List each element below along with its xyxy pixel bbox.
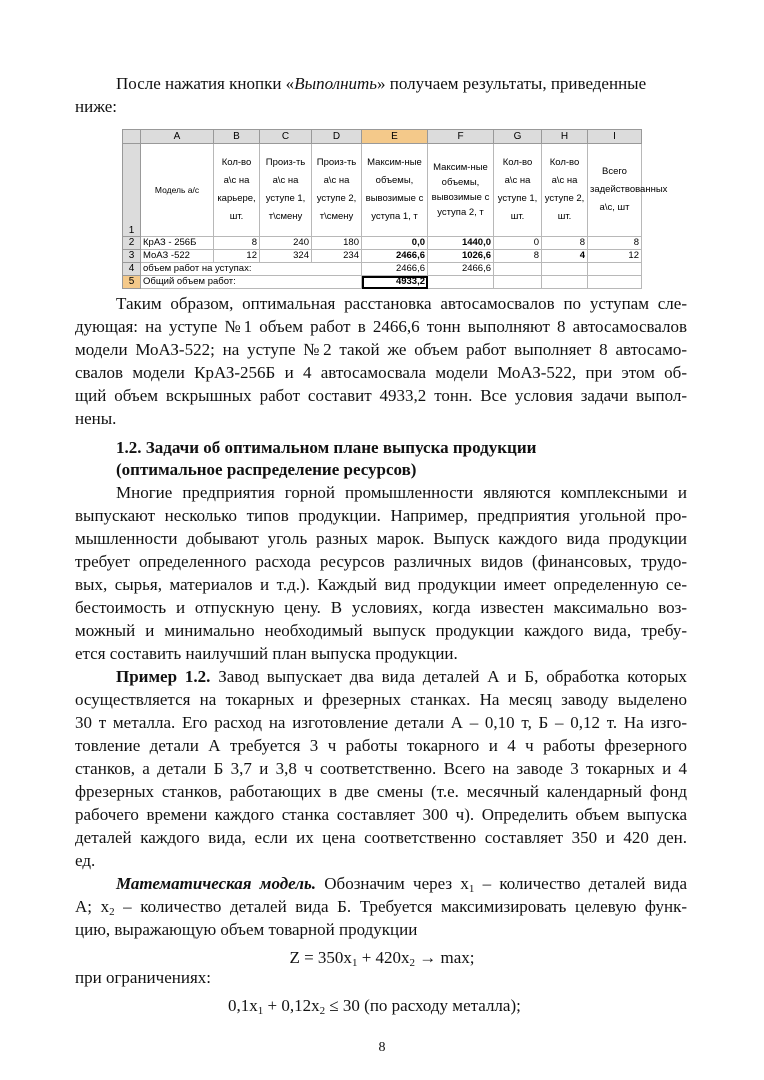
paragraph-line: 30 т металла. Его расход на изготовление детали А – 0,10 т, Б – 0,12 т. На изго- xyxy=(75,713,687,732)
table-cell: 8 xyxy=(494,250,542,263)
formula-part: ≤ 30 (по расходу металла); xyxy=(325,996,521,1015)
column-header-row xyxy=(123,130,642,144)
table-cell: 2466,6 xyxy=(362,250,428,263)
constraints-label: при ограничениях: xyxy=(75,968,211,987)
model-text xyxy=(316,874,687,893)
corner-cell xyxy=(123,130,141,144)
table-cell: КрАЗ - 256Б xyxy=(141,237,214,250)
paragraph-line: нены. xyxy=(75,409,117,428)
example-label: Пример 1.2. xyxy=(116,667,211,686)
table-cell xyxy=(494,276,542,289)
button-name-text: Выполнить xyxy=(294,74,378,93)
table-cell xyxy=(428,276,494,289)
table-cell: 8 xyxy=(214,237,260,250)
table-cell: 324 xyxy=(260,250,312,263)
header-cell xyxy=(141,144,214,237)
row-number: 5 xyxy=(123,276,141,289)
column-header: H xyxy=(542,130,588,144)
example-text: Завод выпускает два вида деталей А и Б, обработка которых xyxy=(210,667,687,686)
paragraph-line: дующая: на уступе №1 объем работ в 2466,6 тонн выполняют 8 автосамосвалов xyxy=(75,317,687,336)
subscript: 2 xyxy=(109,906,115,918)
subscript: 1 xyxy=(351,957,358,969)
header-text: Кол-во а\с на уступе 1, шт. xyxy=(497,157,538,222)
header-cell xyxy=(494,144,542,237)
table-cell: 1026,6 xyxy=(428,250,494,263)
header-cell xyxy=(312,144,362,237)
text-run: – количество деталей вида xyxy=(474,874,687,893)
table-row xyxy=(123,250,642,263)
table-cell: 12 xyxy=(214,250,260,263)
paragraph-line: вых, сырья, материалов и т.д.). Каждый вид продукции имеет определенную се- xyxy=(75,575,687,594)
section-heading: 1.2. Задачи об оптимальном плане выпуска продукции xyxy=(116,438,537,457)
paragraph-line: цию, выражающую объем товарной продукции xyxy=(75,920,418,939)
table-cell xyxy=(542,263,588,276)
paragraph-line: можный и минимально необходимый выпуск продукции каждого вида, требу- xyxy=(75,621,687,640)
table-cell: 1440,0 xyxy=(428,237,494,250)
paragraph-line: деталей каждого вида, если их цена соответственно составляет 350 и 420 ден. xyxy=(75,828,687,847)
paragraph-line: фрезерных станков, работающих в две смены (т.е. месячный календарный фонд xyxy=(75,782,687,801)
subscript: 1 xyxy=(468,883,475,895)
model-second-line xyxy=(75,896,687,918)
header-text: Произ-ть а\с на уступе 1, т\смену xyxy=(265,157,306,222)
formula-part: → max; xyxy=(415,948,475,967)
paragraph-line: бестоимость и отпускную цену. В условиях, когда известен максимально воз- xyxy=(75,598,687,617)
table-row xyxy=(123,237,642,250)
spreadsheet-screenshot xyxy=(122,129,668,287)
column-header: G xyxy=(494,130,542,144)
table-cell: 240 xyxy=(260,237,312,250)
header-text: Максим-ные объемы, вывозимые с уступа 1, т xyxy=(365,157,424,222)
header-text: Максим-ные объемы, вывозимые с уступа 2, т xyxy=(431,162,490,218)
header-cell xyxy=(542,144,588,237)
table-row xyxy=(123,263,642,276)
paragraph-line: осуществляется на токарных и фрезерных станках. На месяц заводу выделено xyxy=(75,690,687,709)
column-header: A xyxy=(141,130,214,144)
example-first-line xyxy=(116,666,687,688)
paragraph-line: щий объем вскрышных работ составит 4933,2 тонн. Все условия задачи выпол- xyxy=(75,386,687,405)
paragraph-line: мышленности добывают уголь разных марок. Выпуск каждого вида продукции xyxy=(75,529,687,548)
table-header-row xyxy=(123,144,642,237)
table-cell xyxy=(588,276,642,289)
subscript: 1 xyxy=(257,1005,264,1017)
header-cell xyxy=(362,144,428,237)
column-header: B xyxy=(214,130,260,144)
row-number: 4 xyxy=(123,263,141,276)
table-cell: Общий объем работ: xyxy=(141,276,362,289)
model-label: Математическая модель. xyxy=(116,874,317,893)
objective-formula xyxy=(0,947,764,969)
header-cell xyxy=(214,144,260,237)
row-number: 2 xyxy=(123,237,141,250)
paragraph-line: требует определенного расхода ресурсов различных видов (финансовых, трудо- xyxy=(75,552,687,571)
paragraph-line: модели МоАЗ-522; на уступе №2 такой же объем работ выполняет 8 автосамо- xyxy=(75,340,687,359)
column-header: F xyxy=(428,130,494,144)
table-cell: 2466,6 xyxy=(428,263,494,276)
column-header: E xyxy=(362,130,428,144)
table-cell xyxy=(494,263,542,276)
column-header: C xyxy=(260,130,312,144)
table-cell: 12 xyxy=(588,250,642,263)
section-subheading: (оптимальное распределение ресурсов) xyxy=(116,460,417,479)
intro-text-a: После нажатия кнопки « xyxy=(116,74,295,93)
column-header: D xyxy=(312,130,362,144)
paragraph-line: ед. xyxy=(75,851,96,870)
formula-part: + 0,12x xyxy=(263,996,320,1015)
paragraph-line: рабочего времени каждого станка составляет 300 ч). Определить объем выпуска xyxy=(75,805,687,824)
constraint-metal xyxy=(228,995,521,1017)
intro-line-2: ниже: xyxy=(75,97,117,116)
column-header: I xyxy=(588,130,642,144)
table-row xyxy=(123,276,642,289)
header-cell xyxy=(260,144,312,237)
subscript: 2 xyxy=(409,957,416,969)
table-cell: 234 xyxy=(312,250,362,263)
intro-line-1 xyxy=(116,73,646,95)
table-cell: 4 xyxy=(542,250,588,263)
table-cell: 2466,6 xyxy=(362,263,428,276)
text-run xyxy=(75,897,687,916)
table-cell: 8 xyxy=(542,237,588,250)
table-cell: 180 xyxy=(312,237,362,250)
paragraph-line: Таким образом, оптимальная расстановка автосамосвалов по уступам сле- xyxy=(116,294,687,313)
formula-part: Z = 350x xyxy=(289,948,352,967)
intro-text-b: » получаем результаты, приведенные xyxy=(377,74,647,93)
header-cell xyxy=(588,144,668,237)
header-text: Модель а/с xyxy=(154,185,200,195)
table-cell xyxy=(588,263,642,276)
spreadsheet-table xyxy=(122,129,668,289)
row-number: 3 xyxy=(123,250,141,263)
formula-part: 0,1x xyxy=(228,996,258,1015)
text-run: – количество деталей вида Б. Требуется максимизировать целевую функ- xyxy=(114,897,687,916)
table-cell: объем работ на уступах: xyxy=(141,263,362,276)
active-cell[interactable]: 4933,2 xyxy=(362,276,428,289)
paragraph-line: товление детали А требуется 3 ч работы токарного и 4 ч работы фрезерного xyxy=(75,736,687,755)
paragraph-line: ется составить наилучший план выпуска продукции. xyxy=(75,644,458,663)
table-cell: МоАЗ -522 xyxy=(141,250,214,263)
header-text: Всего задействованных а\с, шт xyxy=(590,166,668,213)
paragraph-line: станков, а детали Б 3,7 и 3,8 ч соответственно. Всего на заводе 3 токарных и 4 xyxy=(75,759,687,778)
table-cell: 8 xyxy=(588,237,642,250)
text-run: А; x xyxy=(75,897,110,916)
subscript: 2 xyxy=(319,1005,326,1017)
header-text: Кол-во а\с на карьере, шт. xyxy=(217,157,256,222)
model-first-line xyxy=(116,873,687,895)
page-number: 8 xyxy=(378,1040,386,1055)
text-run: Обозначим через x xyxy=(316,874,469,893)
header-cell xyxy=(428,144,494,237)
paragraph-line: свалов модели КрАЗ-256Б и 4 автосамосвала модели МоАЗ-522, при этом об- xyxy=(75,363,687,382)
paragraph-line: Многие предприятия горной промышленности являются комплексными и xyxy=(116,483,687,502)
table-cell: 0,0 xyxy=(362,237,428,250)
table-cell xyxy=(542,276,588,289)
table-cell: 0 xyxy=(494,237,542,250)
paragraph-line: выпускают несколько типов продукции. Например, предприятия угольной про- xyxy=(75,506,687,525)
header-text: Кол-во а\с на уступе 2, шт. xyxy=(544,157,585,222)
header-text: Произ-ть а\с на уступе 2, т\смену xyxy=(316,157,357,222)
row-number: 1 xyxy=(123,144,141,237)
formula-part: + 420x xyxy=(357,948,410,967)
